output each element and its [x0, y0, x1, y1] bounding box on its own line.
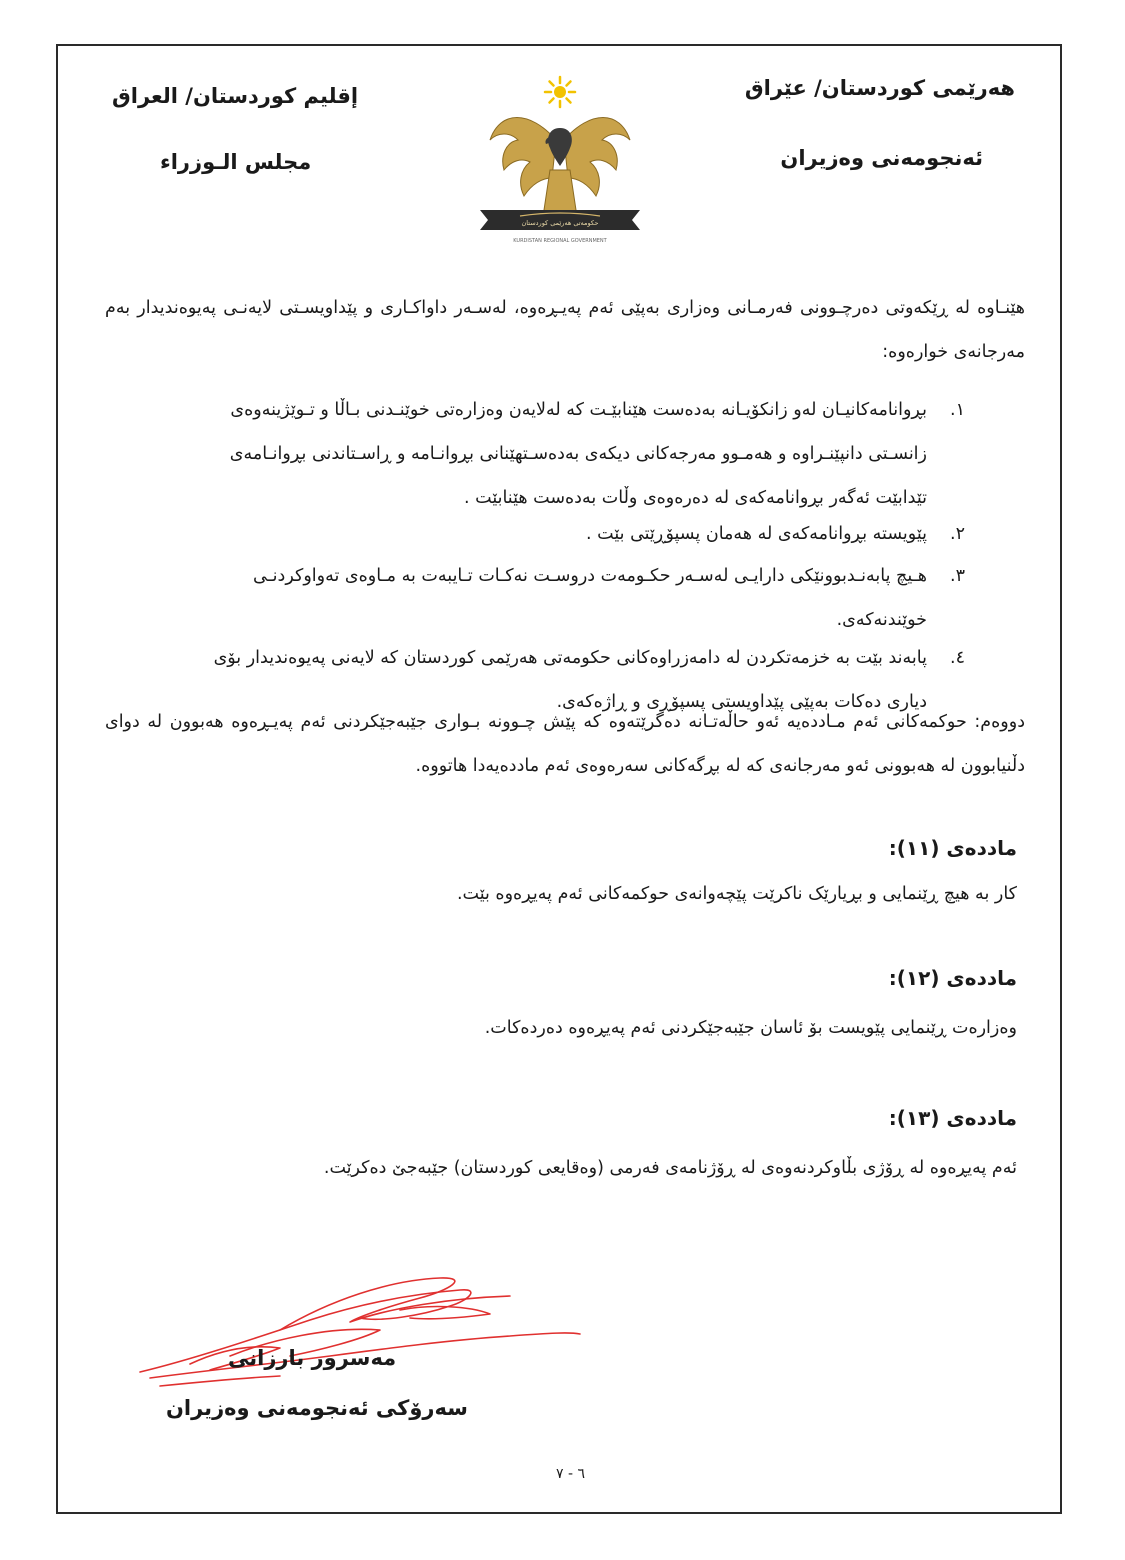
svg-text:KURDISTAN REGIONAL GOVERNMENT: KURDISTAN REGIONAL GOVERNMENT: [513, 238, 607, 244]
article-13-title: ماددەی (١٣):: [888, 1106, 1017, 1130]
intro-paragraph: هێنـاوە لە ڕێکەوتی دەرچـوونی فەرمـانی وەزاری بەپێی ئەم پەیـڕەوە، لەسـەر داواکـاری و پێداویسـتی لایەنـی پەیوەندیدار بەم مەرجانەی خوارەوە:: [105, 298, 1025, 362]
article-12-title: ماددەی (١٢):: [888, 966, 1017, 990]
header-kurdish-region: هەرێمی کوردستان/ عێراق: [744, 76, 1015, 100]
item-number: ٢.: [950, 523, 965, 544]
item-number: ٣.: [950, 565, 965, 586]
condition-item-3: [185, 554, 1005, 642]
item-text: پێویستە بڕوانامەکەی لە هەمان پسپۆڕێتی بێت .: [586, 523, 927, 544]
page-number: ٦ - ٧: [556, 1466, 586, 1482]
header-arabic-region: إقليم كوردستان/ العراق: [112, 84, 359, 108]
krg-eagle-emblem-icon: [460, 70, 660, 250]
article-12-text: وەزارەت ڕێنمایی پێویست بۆ ئاسان جێبەجێکردنی ئەم پەیڕەوە دەردەکات.: [484, 1018, 1017, 1038]
article-13-text: ئەم پەیڕەوە لە ڕۆژی بڵاوکردنەوەی لە ڕۆژنامەی فەرمی (وەقایعی کوردستان) جێبەجێ دەکرێت.: [323, 1158, 1017, 1178]
second-paragraph: دووەم: حوکمەکانی ئەم مـاددەیە ئەو حاڵەتـانە دەگرێتەوە کە پێش چـوونە بـواری جێبەجێکردنی ئەم پەیـڕەوە هەبوون لە دوای دڵنیابوون لە هەبوونی ئەو مەرجانەی کە لە بڕگەکانی سەرەوەی ئەم ماددەیەدا هاتووە.: [105, 712, 1025, 776]
header-kurdish-council: ئەنجومەنی وەزیران: [780, 146, 983, 170]
item-text: بڕوانامەکانیـان لەو زانکۆیـانە بەدەست هێنابێـت کە لەلایەن وەزارەتی خوێنـدنی بـاڵا و تـوێژینەوەی زانسـتی دانپێنـراوە و هەمـوو مەرجەکانی دیکەی بەدەسـتهێنانی بڕوانـامە و ڕاسـتاندنی بڕوانـامەی تێدابێت ئەگەر بڕوانامەکەی لە دەرەوەی وڵات بەدەست هێنابێت .: [229, 399, 927, 508]
article-11-title: ماددەی (١١):: [888, 836, 1017, 860]
svg-text:حکومەتی هەرێمی کوردستان: حکومەتی هەرێمی کوردستان: [521, 219, 599, 227]
item-number: ٤.: [950, 647, 965, 668]
item-text: هـیچ پابەنـدبوونێکی دارایـی لەسـەر حکـومەت دروسـت نەکـات تـایبەت بە مـاوەی تەواوکردنـی خوێندنەکەی.: [252, 565, 927, 630]
handwritten-signature: [130, 1260, 600, 1400]
item-text: پابەند بێت بە خزمەتکردن لە دامەزراوەکانی حکومەتی هەرێمی کوردستان کە لایەنی پەیوەندیدار بۆی دیاری دەکات بەپێی پێداویستی پسپۆڕی و ڕاژەکەی.: [213, 647, 927, 712]
header-arabic-council: مجلس الـوزراء: [160, 150, 312, 174]
condition-item-2: [185, 512, 1005, 556]
article-11-text: کار بە هیچ ڕێنمایی و بڕیارێک ناکرێت پێچەوانەی حوکمەکانی ئەم پەیڕەوە بێت.: [456, 884, 1017, 904]
signatory-name: مەسرور بارزانی: [228, 1346, 397, 1370]
signatory-title: سەرۆکی ئەنجومەنی وەزیران: [166, 1396, 468, 1420]
condition-item-1: [185, 388, 1005, 520]
item-number: ١.: [950, 399, 965, 420]
